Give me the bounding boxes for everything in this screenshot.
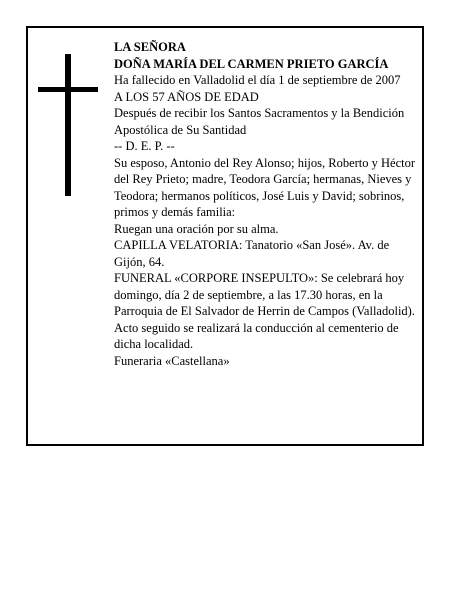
family-list: Su esposo, Antonio del Rey Alonso; hijos, Roberto y Héctor del Rey Prieto; madre, Teodora García; hermanas, Nieves y Teodora; hermanos políticos, José Luis y David; sobrinos, primos y demás familia: — [114, 155, 416, 219]
funeral-home: Funeraria «Castellana» — [114, 353, 230, 368]
cross-horizontal-bar — [38, 87, 98, 92]
sacraments-statement: Después de recibir los Santos Sacramentos y la Bendición Apostólica de Su Santidad — [114, 106, 405, 137]
title-line-1: LA SEÑORA — [114, 40, 186, 54]
deceased-name: DOÑA MARÍA DEL CARMEN PRIETO GARCÍA — [114, 56, 389, 71]
obituary-text — [114, 39, 420, 369]
age-statement: A LOS 57 AÑOS DE EDAD — [114, 89, 259, 104]
rip-line: -- D. E. P. -- — [114, 139, 175, 153]
chapel-info: CAPILLA VELATORIA: Tanatorio «San José». Av. de Gijón, 64. — [114, 238, 390, 269]
funeral-info: FUNERAL «CORPORE INSEPULTO»: Se celebrará hoy domingo, día 2 de septiembre, a las 17.30 horas, en la Parroquia de El Salvador de Herrin de Campos (Valladolid). Acto seguido se realizará la conducción al cementerio de dicha localidad. — [114, 271, 415, 351]
passed-away-statement: Ha fallecido en Valladolid el día 1 de septiembre de 2007 — [114, 73, 401, 87]
cross-vertical-bar — [65, 54, 71, 196]
prayer-request: Ruegan una oración por su alma. — [114, 221, 279, 236]
cross-icon — [38, 54, 98, 196]
